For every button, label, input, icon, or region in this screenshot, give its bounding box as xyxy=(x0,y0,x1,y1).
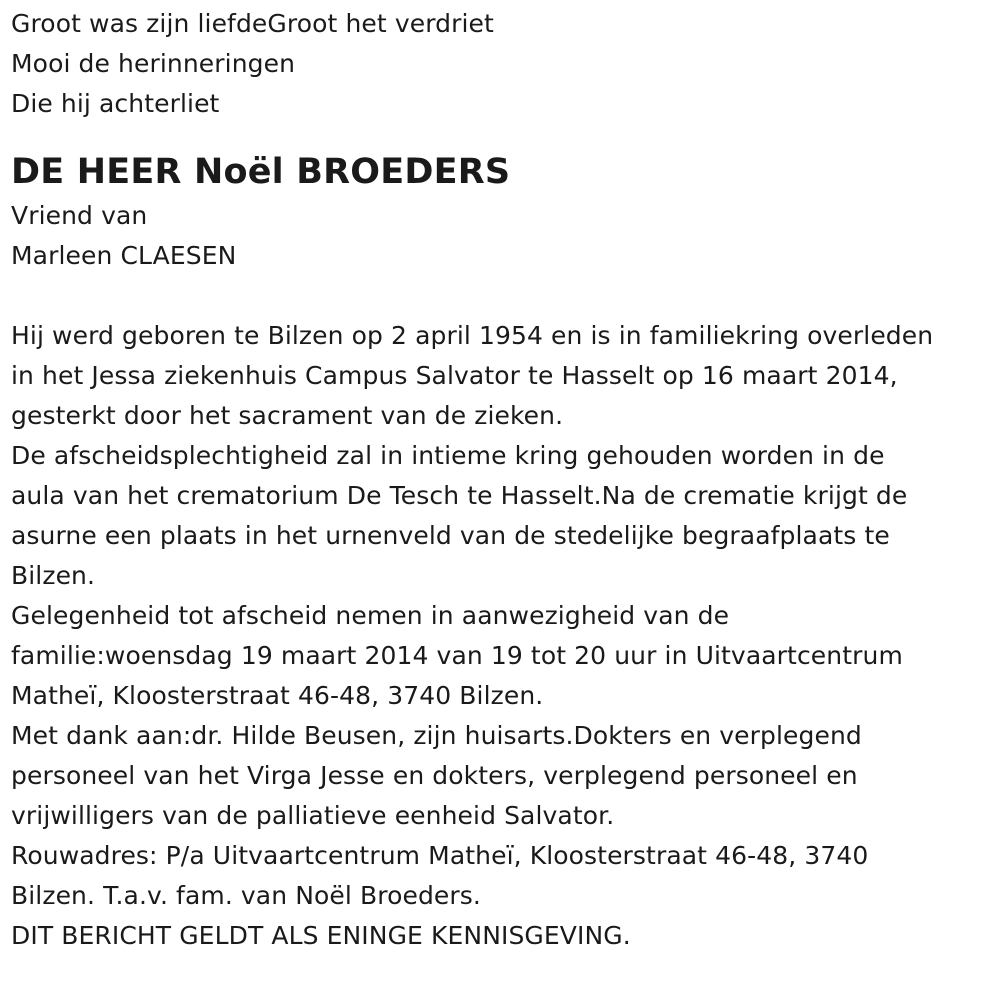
poem-line: Groot was zijn liefdeGroot het verdriet xyxy=(11,9,494,38)
poem-line: Die hij achterliet xyxy=(11,89,220,118)
poem-line: Mooi de herinneringen xyxy=(11,49,296,78)
body-line: Bilzen. T.a.v. fam. van Noël Broeders. xyxy=(11,881,481,910)
body-line: Matheï, Kloosterstraat 46-48, 3740 Bilzen. xyxy=(11,681,544,710)
body-line: personeel van het Virga Jesse en dokters, verplegend personeel en xyxy=(11,761,858,790)
body-line: aula van het crematorium De Tesch te Hasselt.Na de crematie krijgt de xyxy=(11,481,908,510)
relation-line: Marleen CLAESEN xyxy=(11,241,237,270)
body-line: Hij werd geboren te Bilzen op 2 april 1954 en is in familiekring overleden xyxy=(11,321,934,350)
closing-statement: DIT BERICHT GELDT ALS ENINGE KENNISGEVING. xyxy=(11,921,631,950)
relation-block xyxy=(11,196,988,276)
body-line: vrijwilligers van de palliatieve eenheid Salvator. xyxy=(11,801,615,830)
body-line: De afscheidsplechtigheid zal in intieme kring gehouden worden in de xyxy=(11,441,885,470)
body-line: gesterkt door het sacrament van de zieken. xyxy=(11,401,564,430)
body-line: Bilzen. xyxy=(11,561,96,590)
deceased-name-heading: DE HEER Noël BROEDERS xyxy=(11,152,511,192)
body-line: familie:woensdag 19 maart 2014 van 19 tot 20 uur in Uitvaartcentrum xyxy=(11,641,903,670)
relation-line: Vriend van xyxy=(11,201,148,230)
body-line: in het Jessa ziekenhuis Campus Salvator te Hasselt op 16 maart 2014, xyxy=(11,361,898,390)
body-line: asurne een plaats in het urnenveld van de stedelijke begraafplaats te xyxy=(11,521,890,550)
body-line: Gelegenheid tot afscheid nemen in aanwezigheid van de xyxy=(11,601,730,630)
body-line: Rouwadres: P/a Uitvaartcentrum Matheï, Kloosterstraat 46-48, 3740 xyxy=(11,841,869,870)
notice-body xyxy=(11,316,988,956)
paragraph-spacer xyxy=(11,276,988,316)
body-line: Met dank aan:dr. Hilde Beusen, zijn huisarts.Dokters en verplegend xyxy=(11,721,862,750)
poem-block xyxy=(11,4,988,124)
